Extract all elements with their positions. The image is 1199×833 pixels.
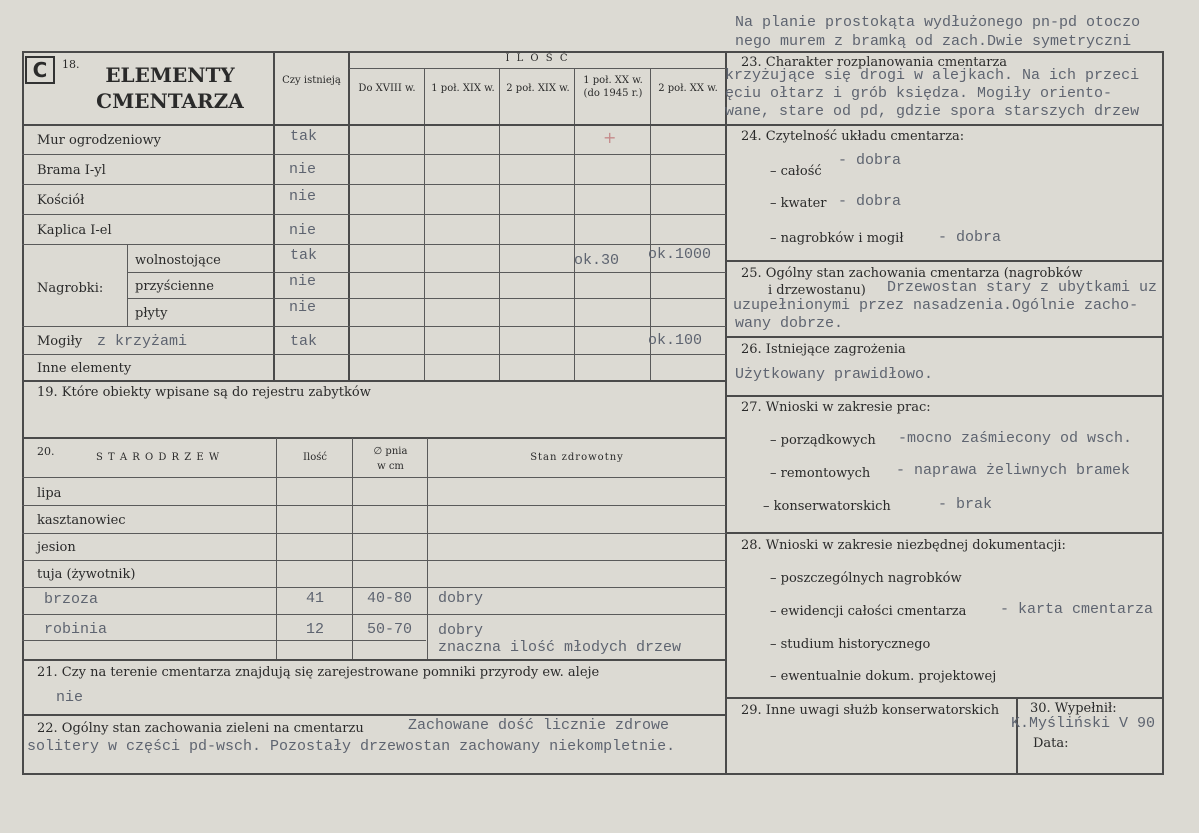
s27-remontowych-label: – remontowych [770, 466, 871, 481]
section22-typed2: solitery w części pd-wsch. Pozostały drzewostan zachowany niekompletnie. [27, 738, 676, 755]
nagrobki-divider [127, 244, 128, 326]
row-line-1 [22, 154, 726, 155]
s27-konserwatorskich-value: - brak [938, 496, 993, 513]
section28-label: 28. Wnioski w zakresie niezbędnej dokumentacji: [741, 538, 1066, 553]
s20-robinia-stan: dobry [438, 622, 484, 639]
s20-col-3 [427, 438, 428, 660]
col-header-exists: Czy istnieją [282, 75, 341, 86]
s20-jesion: jesion [37, 540, 76, 555]
section20-number: 20. [37, 445, 55, 458]
col-header-c3: 2 poł. XIX w. [506, 83, 570, 94]
row-label-kosciol: Kościół [37, 193, 85, 208]
s20-row-line-0 [22, 477, 726, 478]
exists-kosciol: nie [289, 188, 317, 205]
section25-label2: i drzewostanu) [768, 283, 866, 298]
section24-bottom [726, 260, 1164, 262]
section25-typed2: uzupełnionymi przez nasadzenia.Ogólnie zacho- [733, 297, 1139, 314]
s27-porzadkowych-value: -mocno zaśmiecony od wsch. [898, 430, 1133, 447]
section28-bottom [726, 697, 1164, 699]
s20-row-line-1 [22, 505, 726, 506]
s24-calosc-value: - dobra [838, 152, 902, 169]
s28-item4-label: – ewentualnie dokum. projektowej [770, 669, 997, 684]
section25-bottom [726, 336, 1164, 338]
row-line-5 [128, 272, 726, 273]
s20-lipa: lipa [37, 486, 62, 501]
s20-robinia-name: robinia [44, 621, 108, 638]
row-label-brama: Brama I-yl [37, 163, 106, 178]
row-line-8 [22, 354, 726, 355]
section18-bottom [22, 380, 726, 382]
section18-title-line1: ELEMENTY [105, 63, 235, 87]
col-header-c4: 1 poł. XX w. (do 1945 r.) [583, 75, 643, 99]
section22-typed1: Zachowane dość licznie zdrowe [408, 717, 670, 734]
s27-konserwatorskich-label: – konserwatorskich [763, 499, 891, 514]
section30-data-label: Data: [1033, 736, 1069, 751]
col-divider-exists [273, 51, 275, 380]
s20-kasztanowiec: kasztanowiec [37, 513, 126, 528]
mogily-c5: ok.100 [648, 332, 703, 349]
frame-middle [725, 51, 727, 775]
section26-bottom [726, 395, 1164, 397]
s20-brzoza-ilosc: 41 [306, 590, 325, 607]
section21-answer: nie [56, 689, 84, 706]
section23-typed3: wane, stare od pd, gdzie spora starszych drzew [725, 103, 1140, 120]
col-divider-2 [424, 68, 425, 380]
s24-kwater-value: - dobra [838, 193, 902, 210]
s20-brzoza-name: brzoza [44, 591, 99, 608]
frame-left [22, 51, 24, 775]
section30-label: 30. Wypełnił: [1030, 701, 1117, 716]
section25-typed1: Drzewostan stary z ubytkami uz [887, 279, 1158, 296]
section18-title [80, 62, 260, 114]
section25-typed3: wany dobrze. [735, 315, 844, 332]
row-line-7 [22, 326, 726, 327]
section23-typed2: ęciu ołtarz i grób księdza. Mogiły oriento- [725, 85, 1113, 102]
col-divider-3 [499, 68, 500, 380]
row-label-mogily: Mogiły [37, 334, 83, 349]
top-typed-line1: Na planie prostokąta wydłużonego pn-pd otoczo [735, 14, 1141, 31]
section24-label: 24. Czytelność układu cmentarza: [741, 129, 965, 144]
s20-robinia-pien: 50-70 [367, 621, 413, 638]
s20-col-1 [276, 438, 277, 660]
section20-title: S T A R O D R Z E W [96, 452, 221, 463]
row-label-przyscienne: przyścienne [135, 279, 214, 294]
row-label-mur: Mur ogrodzeniowy [37, 133, 161, 148]
row-label-kaplica: Kaplica I-el [37, 223, 112, 238]
section29-label: 29. Inne uwagi służb konserwatorskich [741, 703, 1000, 718]
s28-item2-label: – ewidencji całości cmentarza [770, 604, 967, 619]
s20-row-line-5 [22, 614, 726, 615]
section27-label: 27. Wnioski w zakresie prac: [741, 400, 931, 415]
s20-tuja: tuja (żywotnik) [37, 567, 136, 582]
section20-bottom [22, 659, 726, 661]
exists-przyscienne: nie [289, 273, 317, 290]
row-line-3 [22, 214, 726, 215]
exists-plyty: nie [289, 299, 317, 316]
s28-item2-value: - karta cmentarza [1000, 601, 1154, 618]
s28-item3-label: – studium historycznego [770, 637, 931, 652]
section21-bottom [22, 714, 726, 716]
exists-wolnostojace: tak [290, 247, 318, 264]
row-label-nagrobki: Nagrobki: [37, 281, 104, 296]
section23-typed1: krzyżujące się drogi w alejkach. Na ich przeci [725, 67, 1140, 84]
col-header-c5: 2 poł. XX w. [658, 83, 718, 94]
frame-right [1162, 51, 1164, 775]
section27-bottom [726, 532, 1164, 534]
col-header-c1: Do XVIII w. [358, 83, 416, 94]
s20-row-line-2 [22, 533, 726, 534]
section26-typed: Użytkowany prawidłowo. [735, 366, 934, 383]
section23-bottom [726, 124, 1164, 126]
stamp-c: C [25, 56, 55, 84]
s20-col-pnia-line2: w cm [377, 461, 404, 472]
col-divider-ilosc [348, 51, 350, 380]
section30-typed: K.Myśliński V 90 [1011, 715, 1156, 732]
s28-item1-label: – poszczególnych nagrobków [770, 571, 962, 586]
frame-top-right [726, 51, 1164, 53]
s20-col-ilosc: Ilość [303, 452, 327, 463]
row-line-2 [22, 184, 726, 185]
mur-mark: + [603, 128, 617, 147]
section23-label: 23. Charakter rozplanowania cmentarza [741, 55, 1008, 70]
col-header-ilosc: I L O Ś Ć [505, 53, 570, 64]
col-divider-4 [574, 68, 575, 380]
s20-col-pnia-line1: ∅ pnia [373, 446, 408, 457]
s27-remontowych-value: - naprawa żeliwnych bramek [896, 462, 1131, 479]
s20-note: znaczna ilość młodych drzew [438, 639, 682, 656]
row-label-wolnostojace: wolnostojące [135, 253, 221, 268]
exists-brama: nie [289, 161, 317, 178]
s20-col-2 [352, 438, 353, 660]
frame-bottom [22, 773, 1164, 775]
s27-porzadkowych-label: – porządkowych [770, 433, 876, 448]
section18-number: 18. [62, 58, 80, 71]
section21-label: 21. Czy na terenie cmentarza znajdują się zarejestrowane pomniki przyrody ew. aleje [37, 665, 600, 680]
s24-nagrobki-label: – nagrobków i mogił [770, 231, 904, 246]
s24-calosc-label: – całość [770, 164, 822, 179]
top-typed-line2: nego murem z bramką od zach.Dwie symetryczni [735, 33, 1132, 50]
s24-kwater-label: – kwater [770, 196, 827, 211]
ilosc-underline [349, 68, 726, 69]
section18-title-line2: CMENTARZA [96, 89, 244, 113]
s20-robinia-ilosc: 12 [306, 621, 325, 638]
s20-row-line-6 [22, 640, 426, 641]
wolnostojace-c4: ok.30 [574, 252, 620, 269]
row-label-inne: Inne elementy [37, 361, 132, 376]
s20-brzoza-stan: dobry [438, 590, 484, 607]
mogily-typed: z krzyżami [97, 333, 188, 350]
s20-row-line-4 [22, 587, 726, 588]
s29-s30-divider [1016, 698, 1018, 774]
col-header-c2: 1 poł. XIX w. [431, 83, 495, 94]
s20-col-stan: Stan zdrowotny [530, 452, 624, 463]
exists-kaplica: nie [289, 222, 317, 239]
section19-bottom [22, 437, 726, 439]
section26-label: 26. Istniejące zagrożenia [741, 342, 906, 357]
row-label-plyty: płyty [135, 306, 168, 321]
section25-label1: 25. Ogólny stan zachowania cmentarza (nagrobków [741, 266, 1083, 281]
section19-label: 19. Które obiekty wpisane są do rejestru zabytków [37, 385, 371, 400]
s24-nagrobki-value: - dobra [938, 229, 1002, 246]
section18-header-bottom [22, 124, 726, 126]
s20-brzoza-pien: 40-80 [367, 590, 413, 607]
exists-mogily: tak [290, 333, 318, 350]
wolnostojace-c5: ok.1000 [648, 246, 712, 263]
section22-label: 22. Ogólny stan zachowania zieleni na cmentarzu [37, 721, 364, 736]
s20-row-line-3 [22, 560, 726, 561]
row-line-6 [128, 298, 726, 299]
s20-col-pnia [354, 444, 427, 474]
exists-mur: tak [290, 128, 318, 145]
